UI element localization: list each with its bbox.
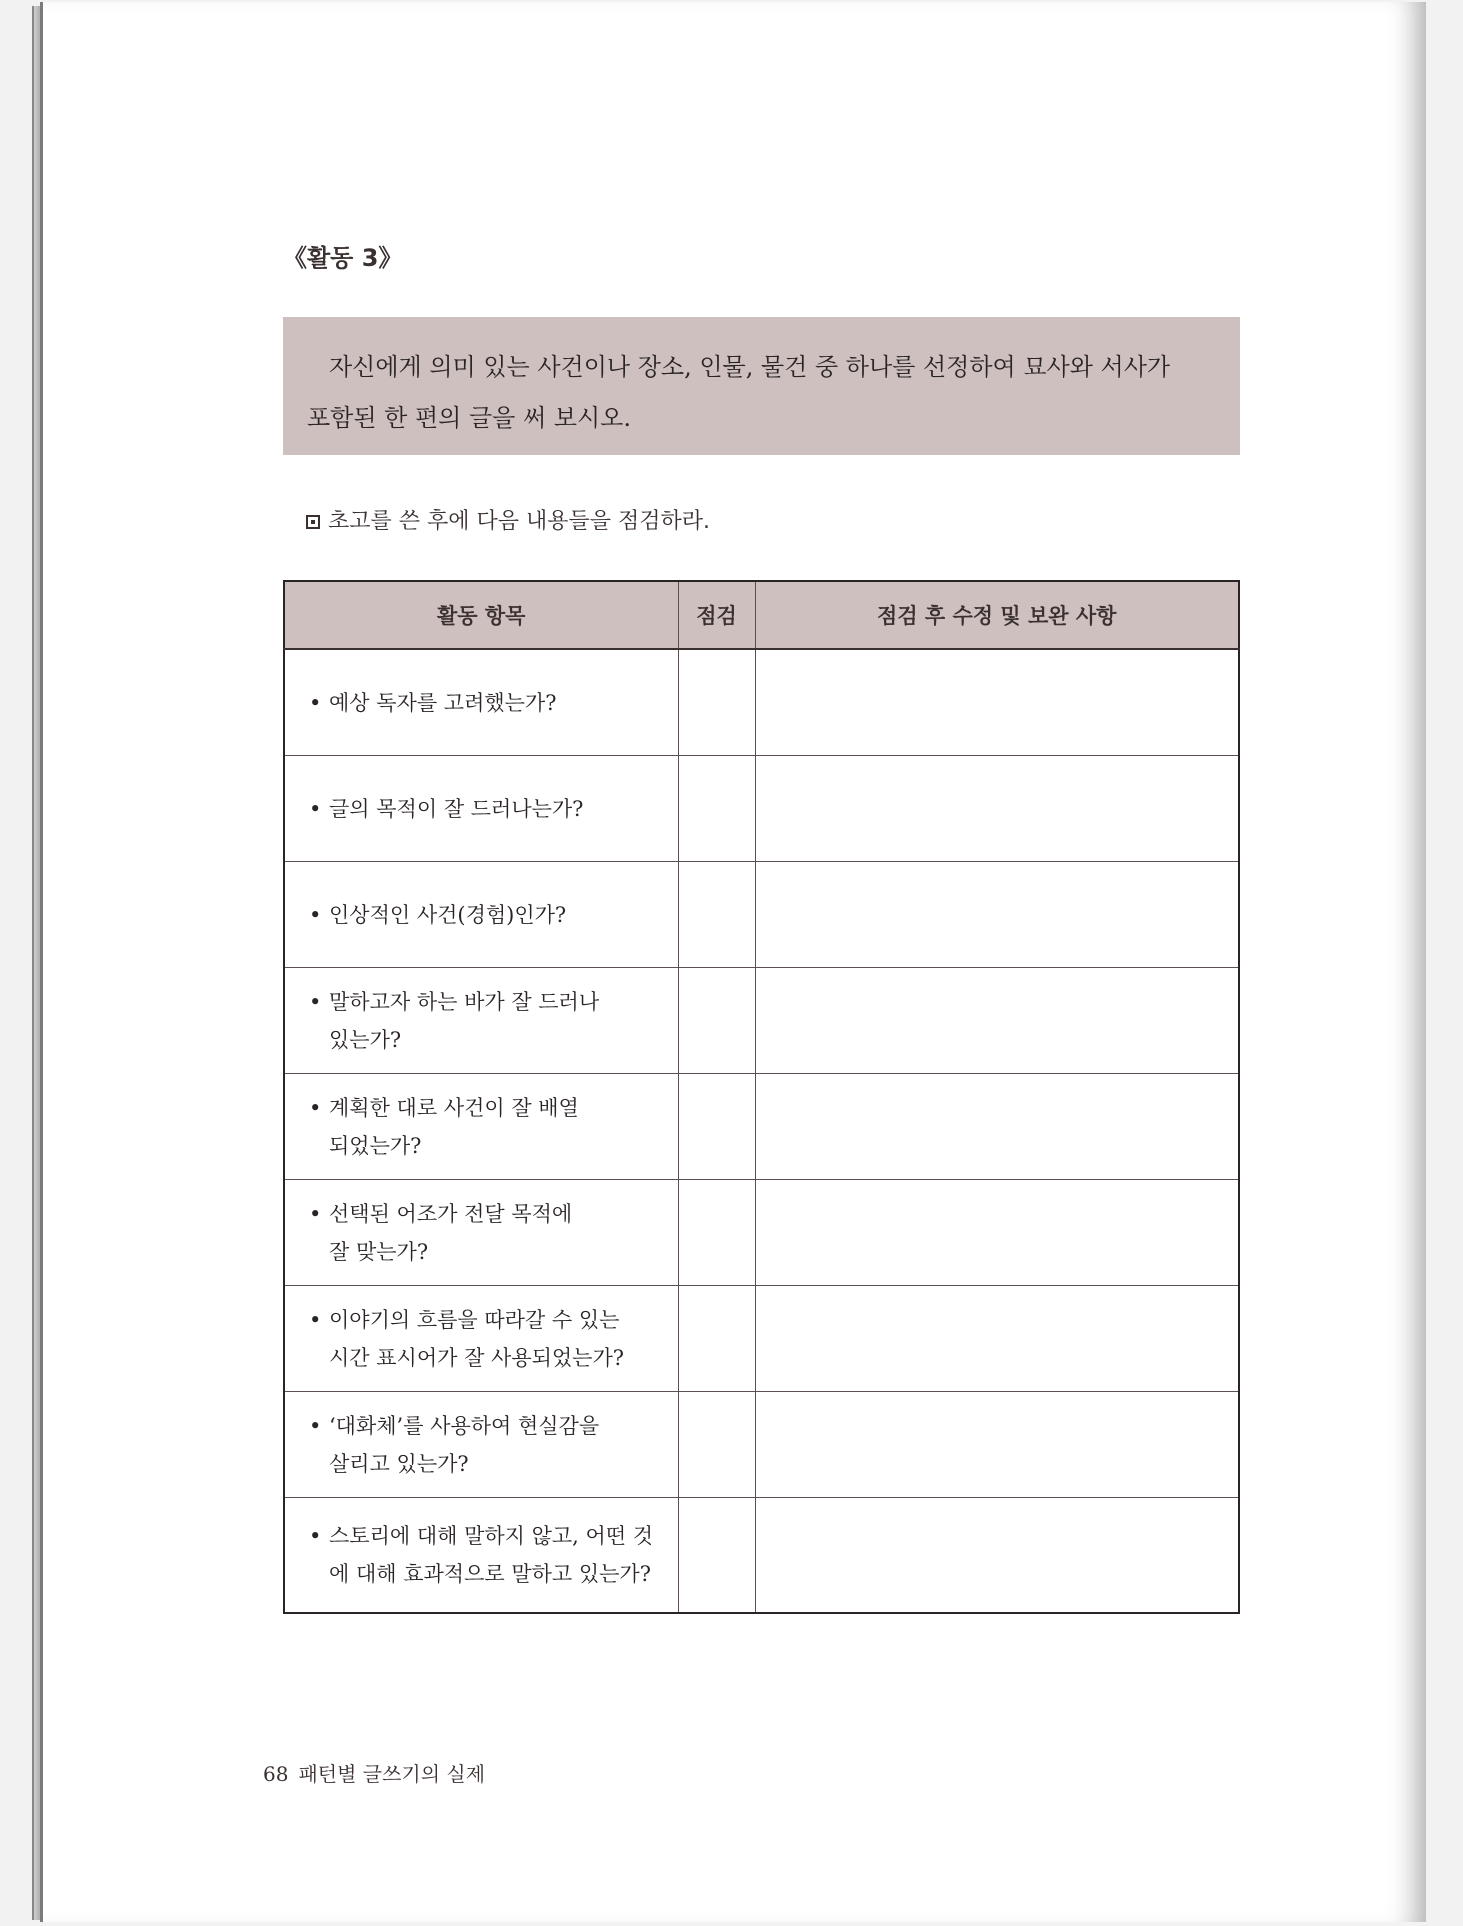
book-page — [40, 2, 1426, 1922]
check-cell[interactable] — [678, 1286, 755, 1392]
prompt-box — [283, 317, 1240, 455]
item-cell: • 글의 목적이 잘 드러나는가? — [284, 756, 678, 862]
table-row — [284, 1180, 1239, 1286]
item-cell: • 인상적인 사건(경험)인가? — [284, 862, 678, 968]
prompt-line-2: 포함된 한 편의 글을 써 보시오. — [307, 404, 631, 432]
revision-cell[interactable] — [755, 1392, 1239, 1498]
revision-cell[interactable] — [755, 1286, 1239, 1392]
item-cell: • 계획한 대로 사건이 잘 배열 되었는가? — [284, 1074, 678, 1180]
revision-cell[interactable] — [755, 1180, 1239, 1286]
revision-cell[interactable] — [755, 649, 1239, 756]
check-cell[interactable] — [678, 862, 755, 968]
square-bullet-icon — [306, 515, 320, 529]
checklist-table — [283, 580, 1240, 1614]
header-check: 점검 — [678, 581, 755, 649]
item-cell: • 말하고자 하는 바가 잘 드러나 있는가? — [284, 968, 678, 1074]
table-row — [284, 968, 1239, 1074]
prompt-line-1-text: 자신에게 의미 있는 사건이나 장소, 인물, 물건 중 하나를 선정하여 묘사와 서사가 — [329, 353, 1171, 381]
instruction-text: 초고를 쓴 후에 다음 내용들을 점검하라. — [328, 509, 710, 534]
page-number: 68 — [263, 1762, 289, 1786]
revision-cell[interactable] — [755, 756, 1239, 862]
prompt-line-1 — [307, 342, 1216, 393]
revision-cell[interactable] — [755, 1074, 1239, 1180]
revision-cell[interactable] — [755, 862, 1239, 968]
check-cell[interactable] — [678, 649, 755, 756]
item-cell: • 이야기의 흐름을 따라갈 수 있는 시간 표시어가 잘 사용되었는가? — [284, 1286, 678, 1392]
revision-cell[interactable] — [755, 1498, 1239, 1614]
check-cell[interactable] — [678, 1074, 755, 1180]
check-cell[interactable] — [678, 968, 755, 1074]
item-cell: • 선택된 어조가 전달 목적에 잘 맞는가? — [284, 1180, 678, 1286]
header-item: 활동 항목 — [284, 581, 678, 649]
table-row — [284, 1498, 1239, 1614]
check-cell[interactable] — [678, 1498, 755, 1614]
revision-cell[interactable] — [755, 968, 1239, 1074]
table-row — [284, 862, 1239, 968]
table-row — [284, 649, 1239, 756]
page-footer — [263, 1758, 485, 1787]
check-cell[interactable] — [678, 1392, 755, 1498]
table-row — [284, 1286, 1239, 1392]
instruction — [306, 504, 710, 535]
activity-title: 《활동 3》 — [283, 244, 403, 272]
item-cell: • 스토리에 대해 말하지 않고, 어떤 것 에 대해 효과적으로 말하고 있는가? — [284, 1498, 678, 1614]
table-header-row — [284, 581, 1239, 649]
item-cell: • 예상 독자를 고려했는가? — [284, 649, 678, 756]
table-row — [284, 756, 1239, 862]
table-row — [284, 1074, 1239, 1180]
item-cell: • ‘대화체’를 사용하여 현실감을 살리고 있는가? — [284, 1392, 678, 1498]
check-cell[interactable] — [678, 756, 755, 862]
table-row — [284, 1392, 1239, 1498]
header-revision: 점검 후 수정 및 보완 사항 — [755, 581, 1239, 649]
check-cell[interactable] — [678, 1180, 755, 1286]
book-title: 패턴별 글쓰기의 실제 — [298, 1762, 486, 1786]
